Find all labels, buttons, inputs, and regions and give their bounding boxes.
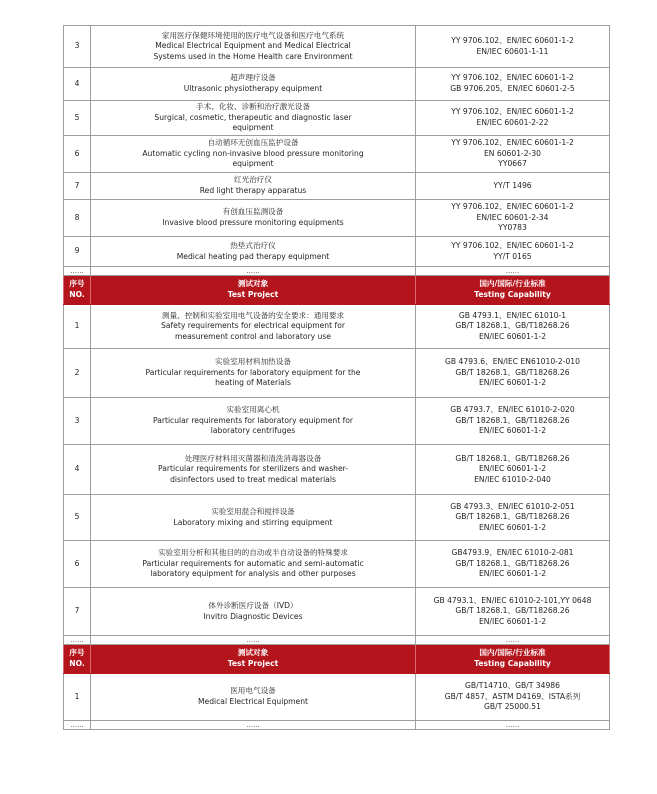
header-project-zh: 测试对象 [237, 648, 269, 658]
row-number: 1 [64, 674, 91, 721]
ellipsis-standards: ...... [416, 267, 610, 276]
test-project [91, 68, 416, 101]
row-number: 5 [64, 101, 91, 136]
header-standards [416, 645, 610, 674]
standards: YY 9706.102、EN/IEC 60601-1-2 EN/IEC 60601-2-22 [416, 101, 610, 136]
header-project-en: Test Project [227, 659, 279, 668]
header-no-en: NO. [69, 659, 85, 668]
test-project [91, 349, 416, 398]
row-number: 9 [64, 237, 91, 267]
row-number: 6 [64, 136, 91, 173]
row-number: 5 [64, 495, 91, 541]
header-project-en: Test Project [227, 290, 279, 299]
test-project [91, 237, 416, 267]
ellipsis-no: ...... [64, 267, 91, 276]
project-name-zh: 手术、化妆、诊断和治疗激光设备 [196, 102, 310, 112]
header-project-zh: 测试对象 [237, 279, 269, 289]
standards: GB 4793.3、EN/IEC 61010-2-051 GB/T 18268.1、GB/T18268.26 EN/IEC 60601-1-2 [416, 495, 610, 541]
project-name-en: Medical heating pad therapy equipment [176, 251, 330, 261]
project-name-zh: 医用电气设备 [230, 686, 276, 696]
header-standards-en: Testing Capability [474, 659, 551, 668]
test-project [91, 26, 416, 68]
project-name-zh: 实验室用材料加热设备 [215, 357, 291, 367]
project-name-zh: 实验室用离心机 [226, 405, 280, 415]
project-name-zh: 超声理疗设备 [230, 73, 276, 83]
project-name-en: Medical Electrical Equipment and Medical Electrical Systems used in the Home Health care Environment [153, 41, 353, 61]
ellipsis-project: ...... [91, 636, 416, 645]
table-row [64, 541, 610, 588]
ellipsis-row [64, 267, 610, 276]
standards: YY 9706.102、EN/IEC 60601-1-2 EN/IEC 60601-1-11 [416, 26, 610, 68]
project-name-en: Particular requirements for sterilizers and washer- disinfectors used to treat medical materials [157, 464, 349, 484]
standards-table [63, 25, 610, 730]
project-name-en: Invitro Diagnostic Devices [203, 611, 303, 621]
header-no-zh: 序号 [69, 648, 85, 658]
row-number: 3 [64, 26, 91, 68]
standards: YY/T 1496 [416, 173, 610, 200]
table-row [64, 445, 610, 495]
test-project [91, 101, 416, 136]
test-project [91, 173, 416, 200]
table-row [64, 349, 610, 398]
standards: YY 9706.102、EN/IEC 60601-1-2 EN/IEC 60601-2-34 YY0783 [416, 200, 610, 237]
standards: GB/T14710、GB/T 34986 GB/T 4857、ASTM D4169、ISTA系列 GB/T 25000.51 [416, 674, 610, 721]
header-standards-en: Testing Capability [474, 290, 551, 299]
ellipsis-project: ...... [91, 721, 416, 730]
ellipsis-project: ...... [91, 267, 416, 276]
table-row [64, 173, 610, 200]
table-row [64, 495, 610, 541]
header-no [64, 276, 91, 305]
standards: GB 4793.1、EN/IEC 61010-1 GB/T 18268.1、GB/T18268.26 EN/IEC 60601-1-2 [416, 305, 610, 349]
ellipsis-no: ...... [64, 636, 91, 645]
table-row [64, 588, 610, 636]
standards: YY 9706.102、EN/IEC 60601-1-2 GB 9706.205、EN/IEC 60601-2-5 [416, 68, 610, 101]
project-name-en: Laboratory mixing and stirring equipment [173, 517, 333, 527]
table-row [64, 200, 610, 237]
test-project [91, 305, 416, 349]
standards: GB 4793.1、EN/IEC 61010-2-101,YY 0648 GB/T 18268.1、GB/T18268.26 EN/IEC 60601-1-2 [416, 588, 610, 636]
project-name-en: Red light therapy apparatus [199, 186, 307, 195]
header-standards [416, 276, 610, 305]
standards: GB 4793.7、EN/IEC 61010-2-020 GB/T 18268.1、GB/T18268.26 EN/IEC 60601-1-2 [416, 398, 610, 445]
row-number: 4 [64, 445, 91, 495]
row-number: 7 [64, 588, 91, 636]
test-project [91, 495, 416, 541]
ellipsis-no: ...... [64, 721, 91, 730]
project-name-en: Particular requirements for laboratory equipment for the heating of Materials [145, 367, 361, 388]
table-row [64, 674, 610, 721]
row-number: 7 [64, 173, 91, 200]
standards: GB 4793.6、EN/IEC EN61010-2-010 GB/T 18268.1、GB/T18268.26 EN/IEC 60601-1-2 [416, 349, 610, 398]
standards: GB/T 18268.1、GB/T18268.26 EN/IEC 60601-1-2 EN/IEC 61010-2-040 [416, 445, 610, 495]
table-row [64, 26, 610, 68]
standards: YY 9706.102、EN/IEC 60601-1-2 EN 60601-2-30 YY0667 [416, 136, 610, 173]
project-name-zh: 实验室用混合和搅拌设备 [211, 506, 295, 516]
table-row [64, 305, 610, 349]
table-row [64, 101, 610, 136]
ellipsis-row [64, 636, 610, 645]
ellipsis-row [64, 721, 610, 730]
table-row [64, 136, 610, 173]
row-number: 4 [64, 68, 91, 101]
project-name-en: Invasive blood pressure monitoring equipments [162, 218, 344, 227]
table-header [64, 645, 610, 674]
header-project [91, 645, 416, 674]
project-name-en: Particular requirements for laboratory equipment for laboratory centrifuges [152, 415, 354, 436]
project-name-en: Medical Electrical Equipment [197, 697, 309, 706]
project-name-zh: 有创血压监测设备 [222, 207, 284, 217]
project-name-zh: 测量、控制和实验室用电气设备的安全要求：通用要求 [161, 310, 345, 320]
project-name-zh: 家用医疗保健环境使用的医疗电气设备和医疗电气系统 [161, 30, 345, 40]
table-row [64, 398, 610, 445]
header-no [64, 645, 91, 674]
row-number: 2 [64, 349, 91, 398]
project-name-zh: 实验室用分析和其他目的的自动或半自动设备的特殊要求 [158, 548, 348, 558]
project-name-en: Ultrasonic physiotherapy equipment [183, 84, 323, 93]
standards: YY 9706.102、EN/IEC 60601-1-2 YY/T 0165 [416, 237, 610, 267]
project-name-zh: 自动循环无创血压监护设备 [207, 138, 299, 148]
project-name-en: Particular requirements for automatic and semi-automatic laboratory equipment for analysis and other purposes [142, 558, 364, 579]
header-standards-zh: 国内/国际/行业标准 [479, 648, 546, 658]
ellipsis-standards: ...... [416, 721, 610, 730]
test-project [91, 136, 416, 173]
project-name-en: Automatic cycling non-invasive blood pressure monitoring equipment [142, 148, 364, 169]
table-header [64, 276, 610, 305]
test-project [91, 588, 416, 636]
project-name-zh: 热垫式治疗仪 [230, 240, 276, 250]
standards: GB4793.9、EN/IEC 61010-2-081 GB/T 18268.1、GB/T18268.26 EN/IEC 60601-1-2 [416, 541, 610, 588]
row-number: 6 [64, 541, 91, 588]
project-name-zh: 红光治疗仪 [234, 175, 272, 185]
ellipsis-standards: ...... [416, 636, 610, 645]
project-name-en: Safety requirements for electrical equipment for measurement control and laboratory use [161, 321, 345, 341]
row-number: 3 [64, 398, 91, 445]
project-name-zh: 处理医疗材料用灭菌器和清洗消毒器设备 [184, 453, 322, 463]
test-project [91, 445, 416, 495]
test-project [91, 674, 416, 721]
header-project [91, 276, 416, 305]
header-no-en: NO. [69, 290, 85, 299]
test-project [91, 398, 416, 445]
test-project [91, 541, 416, 588]
header-no-zh: 序号 [69, 279, 85, 289]
header-standards-zh: 国内/国际/行业标准 [479, 279, 546, 289]
row-number: 8 [64, 200, 91, 237]
project-name-en: Surgical, cosmetic, therapeutic and diagnostic laser equipment [154, 112, 352, 133]
table-row [64, 68, 610, 101]
project-name-zh: 体外诊断医疗设备（IVD） [208, 600, 298, 610]
test-project [91, 200, 416, 237]
table-row [64, 237, 610, 267]
row-number: 1 [64, 305, 91, 349]
